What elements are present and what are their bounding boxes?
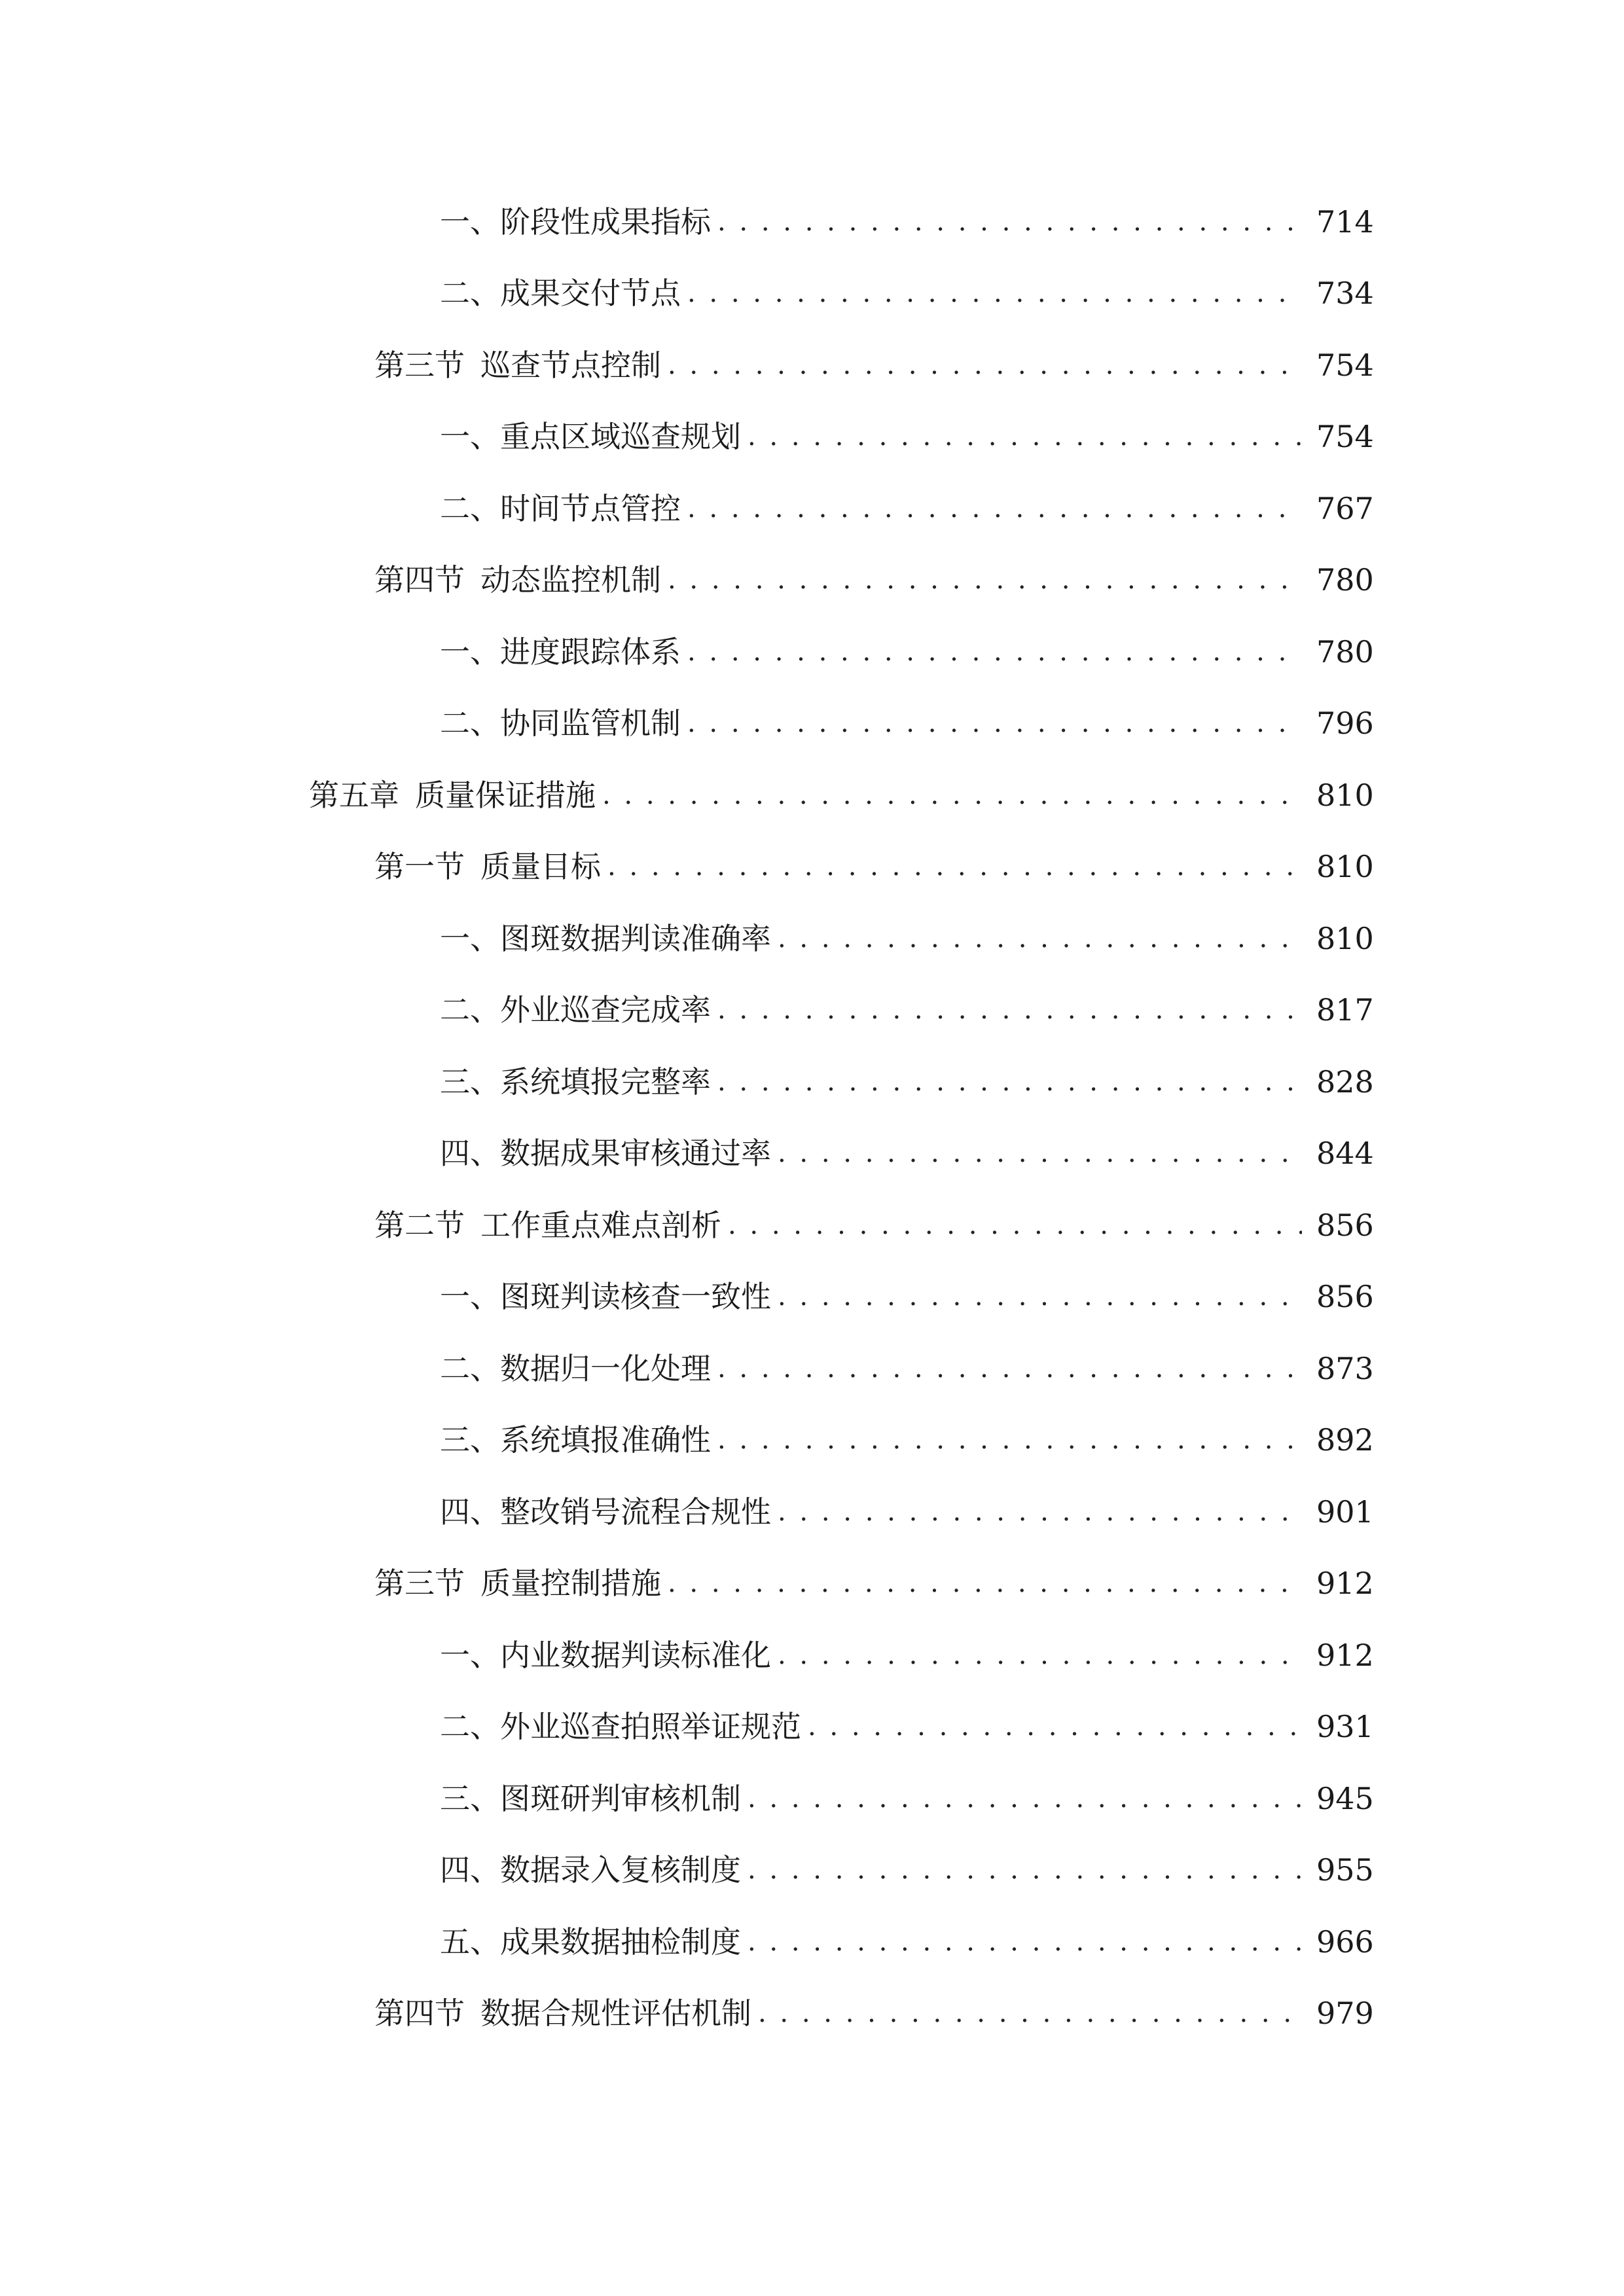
toc-entry-number: 第四节	[374, 562, 465, 598]
toc-entry[interactable]	[0, 1333, 1624, 1405]
toc-entry-title: 巡查节点控制	[480, 347, 661, 383]
toc-entry-title: 成果交付节点	[500, 276, 681, 312]
toc-entry[interactable]	[0, 401, 1624, 473]
toc-entry-page-number: 901	[1316, 1494, 1374, 1530]
dot-leader	[778, 925, 1302, 952]
toc-entry[interactable]	[0, 1619, 1624, 1691]
toc-entry-page-number: 844	[1316, 1136, 1374, 1172]
toc-entry-page-number: 912	[1316, 1637, 1374, 1673]
toc-entry[interactable]	[0, 1978, 1624, 2050]
dot-leader	[668, 567, 1302, 593]
toc-entry-number: 第三节	[374, 1566, 465, 1602]
toc-entry[interactable]	[0, 1906, 1624, 1978]
toc-entry[interactable]	[0, 616, 1624, 688]
toc-entry-number: 二、	[440, 1709, 500, 1745]
dot-leader	[717, 209, 1302, 235]
toc-entry-number: 四、	[440, 1494, 500, 1530]
toc-entry-page-number: 810	[1316, 777, 1374, 813]
dot-leader	[748, 423, 1302, 450]
toc-entry-number: 二、	[440, 490, 500, 526]
toc-entry-page-number: 873	[1316, 1350, 1374, 1386]
toc-entry-number: 第三节	[374, 347, 465, 383]
toc-entry[interactable]	[0, 545, 1624, 617]
dot-leader	[602, 782, 1302, 808]
dot-leader	[717, 997, 1302, 1023]
toc-entry-title: 阶段性成果指标	[500, 204, 711, 240]
toc-entry-number: 二、	[440, 706, 500, 742]
toc-entry[interactable]	[0, 1046, 1624, 1118]
dot-leader	[717, 1355, 1302, 1382]
toc-entry-title: 图斑数据判读准确率	[500, 920, 771, 956]
toc-entry[interactable]	[0, 1118, 1624, 1190]
toc-entry-title: 图斑研判审核机制	[500, 1780, 741, 1816]
toc-entry-page-number: 912	[1316, 1566, 1374, 1602]
toc-entry-number: 第二节	[374, 1207, 465, 1243]
toc-entry[interactable]	[0, 1548, 1624, 1620]
toc-entry[interactable]	[0, 1189, 1624, 1261]
toc-entry-page-number: 828	[1316, 1064, 1374, 1100]
toc-entry-page-number: 979	[1316, 1996, 1374, 2032]
dot-leader	[717, 1069, 1302, 1095]
toc-entry-page-number: 955	[1316, 1852, 1374, 1888]
toc-entry-page-number: 966	[1316, 1924, 1374, 1960]
table-of-contents	[0, 186, 1624, 2049]
toc-entry-page-number: 810	[1316, 849, 1374, 885]
toc-entry-title: 系统填报准确性	[500, 1422, 711, 1458]
toc-entry-page-number: 754	[1316, 347, 1374, 383]
toc-entry[interactable]	[0, 1261, 1624, 1333]
dot-leader	[758, 2000, 1302, 2026]
toc-entry-number: 一、	[440, 634, 500, 670]
toc-entry-number: 二、	[440, 992, 500, 1028]
dot-leader	[748, 1857, 1302, 1883]
toc-entry-title: 动态监控机制	[480, 562, 661, 598]
toc-entry-title: 协同监管机制	[500, 706, 681, 742]
toc-entry-number: 三、	[440, 1064, 500, 1100]
dot-leader	[778, 1642, 1302, 1668]
toc-entry-number: 二、	[440, 276, 500, 312]
toc-entry-title: 时间节点管控	[500, 490, 681, 526]
toc-entry-number: 一、	[440, 1279, 500, 1315]
dot-leader	[607, 853, 1302, 880]
dot-leader	[748, 1785, 1302, 1812]
toc-entry[interactable]	[0, 1835, 1624, 1907]
toc-entry-page-number: 856	[1316, 1279, 1374, 1315]
toc-entry-number: 第四节	[374, 1996, 465, 2032]
toc-entry-number: 第五章	[309, 777, 399, 813]
dot-leader	[668, 1570, 1302, 1596]
dot-leader	[778, 1499, 1302, 1525]
toc-entry[interactable]	[0, 1763, 1624, 1835]
dot-leader	[778, 1140, 1302, 1166]
toc-entry-page-number: 734	[1316, 276, 1374, 312]
toc-entry-number: 四、	[440, 1136, 500, 1172]
toc-entry-title: 外业巡查完成率	[500, 992, 711, 1028]
dot-leader	[717, 1427, 1302, 1453]
toc-entry-title: 进度跟踪体系	[500, 634, 681, 670]
toc-entry[interactable]	[0, 329, 1624, 401]
dot-leader	[687, 710, 1302, 736]
toc-entry-number: 一、	[440, 204, 500, 240]
toc-entry-title: 质量保证措施	[415, 777, 596, 813]
toc-entry[interactable]	[0, 759, 1624, 831]
toc-entry-number: 四、	[440, 1852, 500, 1888]
dot-leader	[728, 1212, 1302, 1238]
dot-leader	[687, 495, 1302, 522]
toc-entry-number: 五、	[440, 1924, 500, 1960]
toc-entry-page-number: 892	[1316, 1422, 1374, 1458]
toc-entry[interactable]	[0, 688, 1624, 760]
toc-entry-title: 质量控制措施	[480, 1566, 661, 1602]
dot-leader	[687, 639, 1302, 665]
toc-entry-title: 数据成果审核通过率	[500, 1136, 771, 1172]
toc-entry-page-number: 767	[1316, 490, 1374, 526]
dot-leader	[808, 1713, 1302, 1740]
toc-entry[interactable]	[0, 473, 1624, 545]
dot-leader	[687, 280, 1302, 306]
toc-entry-page-number: 945	[1316, 1780, 1374, 1816]
dot-leader	[748, 1929, 1302, 1955]
toc-entry-title: 工作重点难点剖析	[480, 1207, 721, 1243]
toc-entry-number: 一、	[440, 1637, 500, 1673]
toc-entry-title: 整改销号流程合规性	[500, 1494, 771, 1530]
toc-entry-title: 成果数据抽检制度	[500, 1924, 741, 1960]
toc-entry-title: 系统填报完整率	[500, 1064, 711, 1100]
toc-entry-page-number: 931	[1316, 1709, 1374, 1745]
toc-entry[interactable]	[0, 975, 1624, 1047]
toc-entry[interactable]	[0, 1405, 1624, 1477]
toc-entry-number: 三、	[440, 1422, 500, 1458]
toc-entry-title: 重点区域巡查规划	[500, 419, 741, 455]
toc-entry-title: 质量目标	[480, 849, 601, 885]
toc-entry[interactable]	[0, 1476, 1624, 1548]
dot-leader	[668, 352, 1302, 378]
toc-entry[interactable]	[0, 831, 1624, 903]
toc-entry-title: 图斑判读核查一致性	[500, 1279, 771, 1315]
toc-entry[interactable]	[0, 903, 1624, 975]
toc-entry-page-number: 780	[1316, 634, 1374, 670]
toc-entry-title: 数据归一化处理	[500, 1350, 711, 1386]
toc-entry-number: 一、	[440, 920, 500, 956]
toc-entry-page-number: 817	[1316, 992, 1374, 1028]
toc-entry-page-number: 796	[1316, 706, 1374, 742]
toc-entry-page-number: 780	[1316, 562, 1374, 598]
toc-entry-page-number: 754	[1316, 419, 1374, 455]
toc-entry-number: 一、	[440, 419, 500, 455]
toc-entry-page-number: 810	[1316, 920, 1374, 956]
toc-entry[interactable]	[0, 186, 1624, 258]
toc-entry-title: 数据合规性评估机制	[480, 1996, 751, 2032]
dot-leader	[778, 1283, 1302, 1310]
toc-entry-title: 数据录入复核制度	[500, 1852, 741, 1888]
toc-entry-number: 第一节	[374, 849, 465, 885]
toc-entry-number: 三、	[440, 1780, 500, 1816]
toc-entry-title: 外业巡查拍照举证规范	[500, 1709, 801, 1745]
toc-entry-title: 内业数据判读标准化	[500, 1637, 771, 1673]
toc-entry[interactable]	[0, 258, 1624, 330]
toc-entry-number: 二、	[440, 1350, 500, 1386]
toc-entry-page-number: 714	[1316, 204, 1374, 240]
toc-entry[interactable]	[0, 1691, 1624, 1763]
toc-entry-page-number: 856	[1316, 1207, 1374, 1243]
